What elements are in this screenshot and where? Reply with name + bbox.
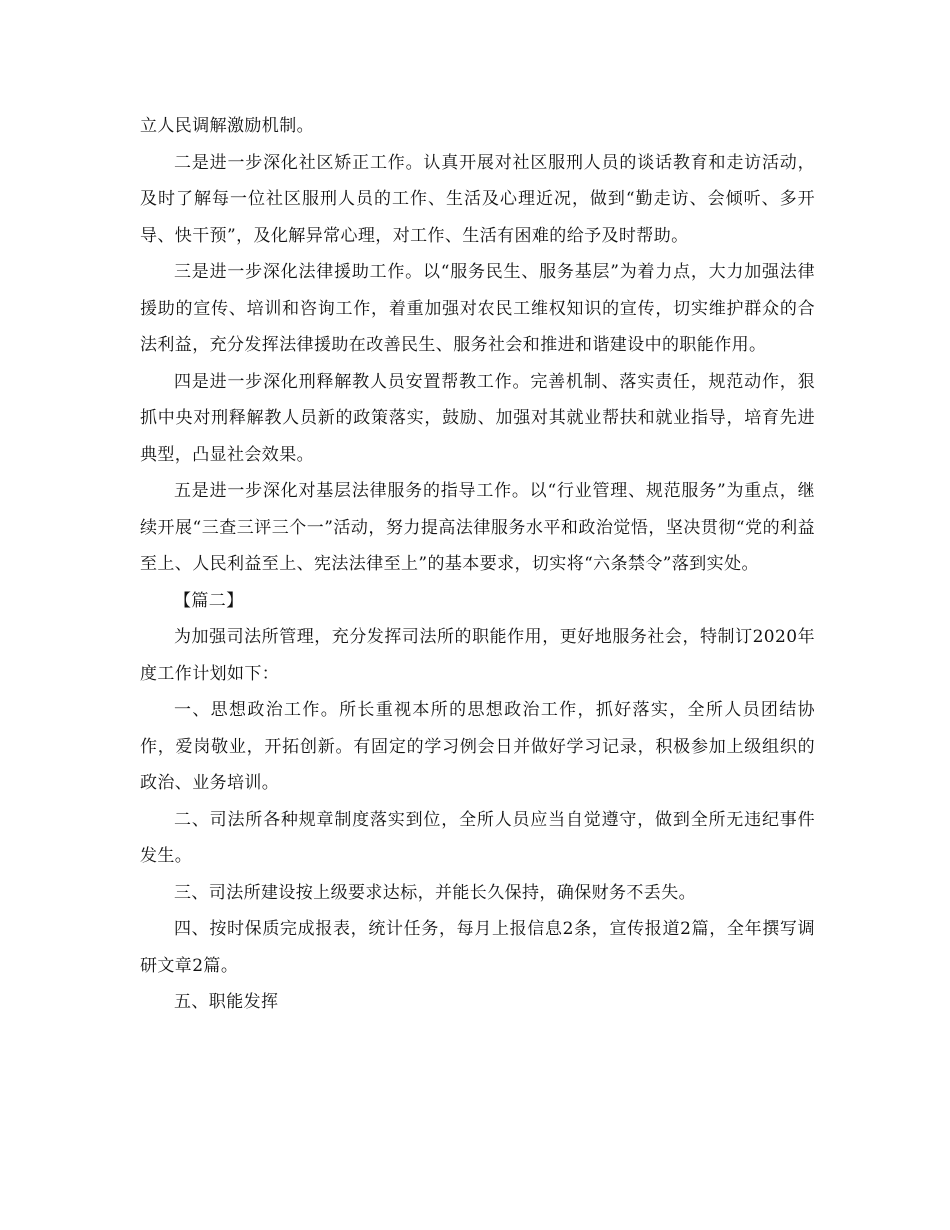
paragraph-continuation: 立人民调解激励机制。 (140, 116, 314, 136)
paragraph-item-3: 三、司法所建设按上级要求达标，并能长久保持，确保财务不丢失。 (174, 882, 696, 903)
paragraph-item-1: 一、思想政治工作。所长重视本所的思想政治工作，抓好落实，全所人员团结协作，爱岗敬业，开拓创新。有固定的学习例会日并做好学习记录，积极参加上级组织的政治、业务培训。 (140, 700, 815, 793)
paragraph-item-4: 四、按时保质完成报表，统计任务，每月上报信息2条，宣传报道2篇，全年撰写调研文章2篇。 (140, 919, 815, 976)
paragraph-item-5: 五、职能发挥 (174, 992, 279, 1012)
section-heading-part-two: 【篇二】 (174, 590, 244, 611)
paragraph-community-correction: 二是进一步深化社区矫正工作。认真开展对社区服刑人员的谈话教育和走访活动，及时了解每一位社区服刑人员的工作、生活及心理近况，做到“勤走访、会倾听、多开导、快干预”，及化解异常心理，对工作、生活有困难的给予及时帮助。 (140, 152, 815, 246)
paragraph-intro: 为加强司法所管理，充分发挥司法所的职能作用，更好地服务社会，特制订2020年度工作计划如下： (140, 627, 815, 684)
document-body (140, 108, 815, 1021)
paragraph-item-2: 二、司法所各种规章制度落实到位，全所人员应当自觉遵守，做到全所无违纪事件发生。 (140, 809, 815, 866)
paragraph-resettlement: 四是进一步深化刑释解教人员安置帮教工作。完善机制、落实责任，规范动作，狠抓中央对刑释解教人员新的政策落实，鼓励、加强对其就业帮扶和就业指导，培育先进典型，凸显社会效果。 (140, 371, 815, 465)
paragraph-legal-service-guidance: 五是进一步深化对基层法律服务的指导工作。以“行业管理、规范服务”为重点，继续开展“三查三评三个一”活动，努力提高法律服务水平和政治觉悟，坚决贯彻“党的利益至上、人民利益至上、宪法法律至上”的基本要求，切实将“六条禁令”落到实处。 (140, 481, 815, 574)
paragraph-legal-aid: 三是进一步深化法律援助工作。以“服务民生、服务基层”为着力点，大力加强法律援助的宣传、培训和咨询工作，着重加强对农民工维权知识的宣传，切实维护群众的合法利益，充分发挥法律援助在改善民生、服务社会和推进和谐建设中的职能作用。 (140, 262, 815, 355)
